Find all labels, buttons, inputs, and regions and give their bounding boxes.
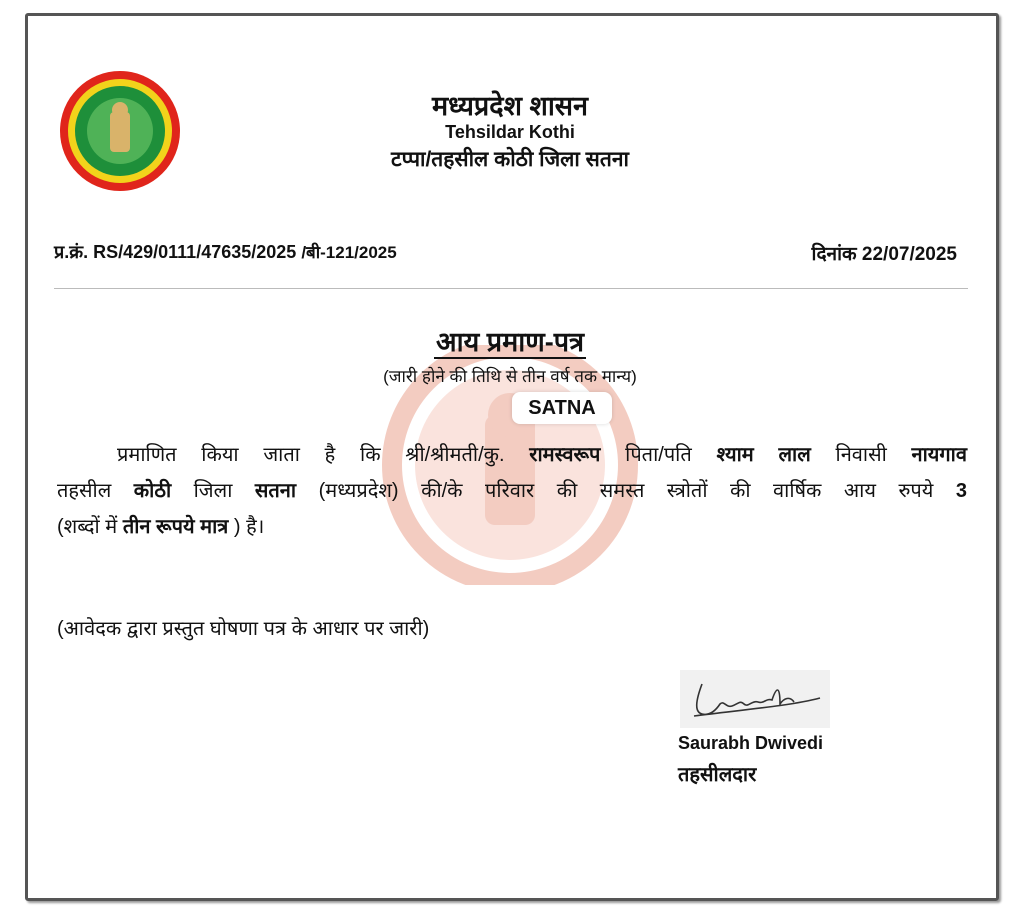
body-text: जिला (193, 480, 233, 502)
applicant-name: रामस्वरूप (529, 444, 601, 466)
certificate-title (300, 322, 720, 359)
declaration-note: (आवेदक द्वारा प्रस्तुत घोषणा पत्र के आधार पर जारी) (57, 618, 430, 640)
issue-date (812, 240, 957, 266)
date-value: 22/07/2025 (861, 244, 957, 265)
office-name: Tehsildar Kothi (445, 122, 575, 142)
income-amount: 3 (955, 480, 967, 502)
reference-value: RS/429/0111/47635/2025 (93, 242, 297, 262)
father-name: श्याम लाल (716, 444, 811, 466)
signatory-designation: तहसीलदार (678, 764, 757, 786)
body-text: पिता/पति (625, 444, 692, 466)
reference-number (54, 240, 397, 264)
date-label: दिनांक (811, 244, 857, 265)
district-name: सतना (254, 480, 297, 502)
body-line-2 (57, 473, 967, 509)
divider (54, 288, 968, 289)
income-amount-words: तीन रूपये मात्र (122, 516, 229, 538)
body-line-3 (57, 509, 967, 545)
validity-note: (जारी होने की तिथि से तीन वर्ष तक मान्य) (383, 367, 637, 386)
body-line-1 (57, 437, 967, 473)
village-name: नायगाव (911, 444, 967, 466)
body-text: (मध्यप्रदेश) की/के परिवार की समस्त स्त्रोतों की वार्षिक आय रुपये (318, 480, 934, 502)
reference-sub-value: /बी-121/2025 (301, 243, 397, 262)
govt-heading: मध्यप्रदेश शासन (431, 91, 589, 121)
office-location: टप्पा/तहसील कोठी जिला सतना (391, 148, 629, 171)
signatory-name: Saurabh Dwivedi (678, 733, 824, 753)
reference-label: प्र.क्रं. (54, 242, 89, 262)
mp-emblem-logo (57, 70, 183, 192)
tehsil-name: कोठी (133, 480, 172, 502)
body-text: ) है। (233, 516, 265, 538)
district-badge: SATNA (512, 392, 612, 424)
certificate-body (57, 437, 967, 545)
body-text: प्रमाणित किया जाता है कि श्री/श्रीमती/कु. (117, 444, 505, 466)
body-text: (शब्दों में (57, 516, 118, 538)
certificate-title-text: आय प्रमाण-पत्र (435, 327, 584, 357)
body-text: निवासी (835, 444, 887, 466)
body-text: तहसील (57, 480, 112, 502)
signature-image (680, 670, 830, 728)
